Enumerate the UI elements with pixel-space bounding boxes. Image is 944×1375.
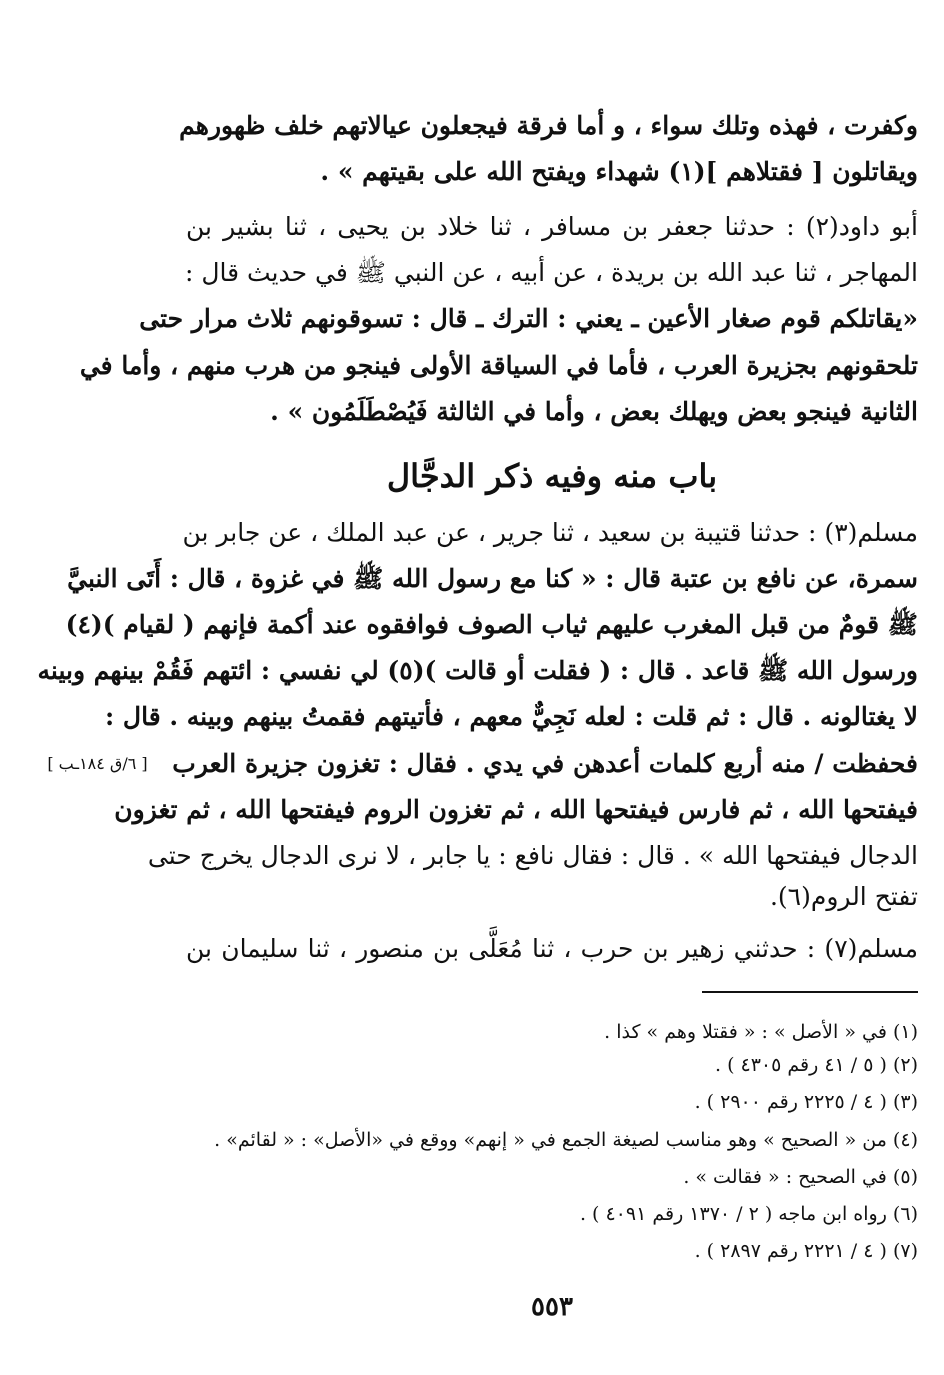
section-line-6: فحفظت / منه أربع كلمات أعدهن في يدي . فقال : تغزون جزيرة العرب bbox=[172, 749, 918, 778]
footnote-1: (١) في « الأصل » : « فقتلا وهم » كذا . bbox=[604, 1021, 918, 1043]
section-line-9: تفتح الروم(٦). bbox=[769, 882, 918, 911]
footnote-6: (٦) رواه ابن ماجه ( ٢ / ١٣٧٠ رقم ٤٠٩١ ) . bbox=[579, 1203, 918, 1225]
footnote-separator bbox=[702, 991, 918, 993]
margin-manuscript-reference: [ ٦/ق ١٨٤ـب ] bbox=[47, 754, 148, 773]
section-line-4: ورسول الله ﷺ قاعد . قال : ( فقلت أو قالت )(٥) لي نفسي : ائتهم فَقُمْ بينهم وبينه bbox=[37, 656, 918, 685]
section-line-8: الدجال فيفتحها الله » . قال : فقال نافع : يا جابر ، لا نرى الدجال يخرج حتى bbox=[147, 841, 918, 870]
section-line-2: سمرة، عن نافع بن عتبة قال : « كنا مع رسول الله ﷺ في غزوة ، قال : أَتَى النبيَّ bbox=[67, 564, 918, 593]
footnote-7: (٧) ( ٤ / ٢٢٢١ رقم ٢٨٩٧ ) . bbox=[694, 1240, 918, 1262]
footnote-5: (٥) في الصحيح : « فقالت » . bbox=[683, 1166, 918, 1188]
section-line-1: مسلم(٣) : حدثنا قتيبة بن سعيد ، ثنا جرير ، عن عبد الملك ، عن جابر بن bbox=[182, 518, 918, 547]
footnote-2: (٢) ( ٥ / ٤١ رقم ٤٣٠٥ ) . bbox=[714, 1054, 918, 1076]
page-number: ٥٥٣ bbox=[531, 1292, 573, 1322]
body-line-1: وكفرت ، فهذه وتلك سواء ، و أما فرقة فيجعلون عيالاتهم خلف ظهورهم bbox=[179, 111, 918, 140]
body-line-2: ويقاتلون [ فقتلاهم ](١) شهداء ويفتح الله على بقيتهم » . bbox=[320, 157, 918, 186]
body-line-5: «يقاتلكم قوم صغار الأعين ـ يعني : الترك ـ قال : تسوقونهم ثلاث مرار حتى bbox=[139, 304, 918, 333]
body-line-7: الثانية فينجو بعض ويهلك بعض ، وأما في الثالثة فَيُصْطَلَمُون » . bbox=[270, 397, 918, 426]
body-line-4: المهاجر ، ثنا عبد الله بن بريدة ، عن أبيه ، عن النبي ﷺ في حديث قال : bbox=[184, 258, 918, 287]
section-line-7: فيفتحها الله ، ثم فارس فيفتحها الله ، ثم تغزون الروم فيفتحها الله ، ثم تغزون bbox=[114, 795, 918, 824]
section-line-3: ﷺ قومٌ من قبل المغرب عليهم ثياب الصوف فوافقوه عند أكمة فإنهم ( لقيام )(٤) bbox=[65, 610, 918, 639]
chapter-heading: باب منه وفيه ذكر الدجَّال bbox=[386, 457, 718, 495]
body-line-3: أبو داود(٢) : حدثنا جعفر بن مسافر ، ثنا خلاد بن يحيى ، ثنا بشير بن bbox=[186, 212, 918, 241]
footnote-4: (٤) من « الصحيح » وهو مناسب لصيغة الجمع في « إنهم» ووقع في «الأصل» : « لقائم» . bbox=[214, 1129, 918, 1151]
footnote-3: (٣) ( ٤ / ٢٢٢٥ رقم ٢٩٠٠ ) . bbox=[694, 1091, 918, 1113]
body-line-6: تلحقونهم بجزيرة العرب ، فأما في السياقة الأولى فينجو من هرب منهم ، وأما في bbox=[79, 351, 918, 380]
section-line-5: لا يغتالونه . قال : ثم قلت : لعله نَجِيٌّ معهم ، فأتيتهم فقمتُ بينهم وبينه . قال : bbox=[104, 702, 918, 731]
section-line-10: مسلم(٧) : حدثني زهير بن حرب ، ثنا مُعَلَّى بن منصور ، ثنا سليمان بن bbox=[186, 934, 918, 963]
